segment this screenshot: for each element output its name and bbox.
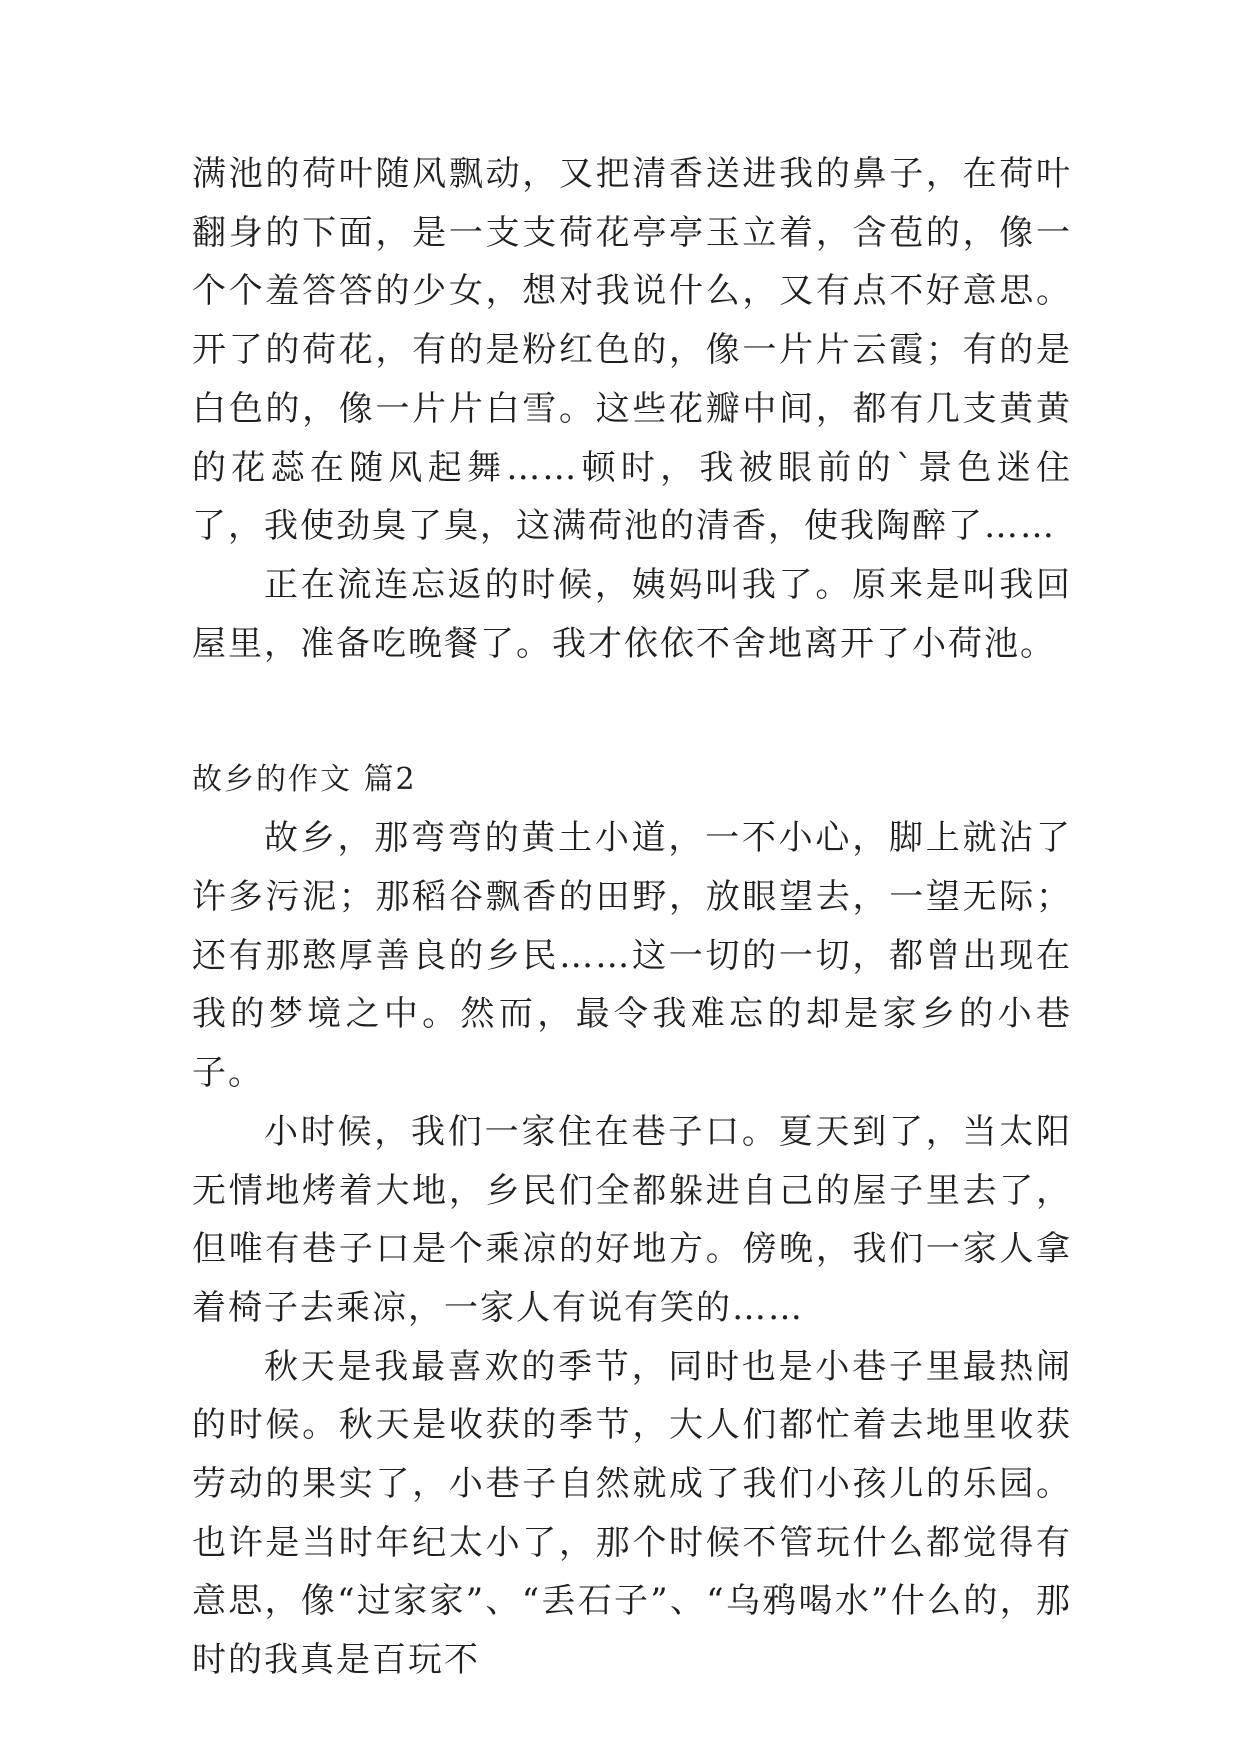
paragraph-hometown-intro: 故乡，那弯弯的黄土小道，一不小心，脚上就沾了许多污泥；那稻谷飘香的田野，放眼望去，一望无际；还有那憨厚善良的乡民……这一切的一切，都曾出现在我的梦境之中。然而，最令我难忘的却是家乡的小巷子。 bbox=[192, 818, 1072, 1094]
paragraph-lotus-pond: 满池的荷叶随风飘动，又把清香送进我的鼻子，在荷叶翻身的下面，是一支支荷花亭亭玉立着，含苞的，像一个个羞答答的少女，想对我说什么，又有点不好意思。开了的荷花，有的是粉红色的，像一片片云霞；有的是白色的，像一片片白雪。这些花瓣中间，都有几支黄黄的花蕊在随风起舞……顿时，我被眼前的`景色迷住了，我使劲臭了臭，这满荷池的清香，使我陶醉了…… bbox=[192, 154, 1072, 547]
paragraph-autumn: 秋天是我最喜欢的季节，同时也是小巷子里最热闹的时候。秋天是收获的季节，大人们都忙着去地里收获劳动的果实了，小巷子自然就成了我们小孩儿的乐园。也许是当时年纪太小了，那个时候不管玩什么都觉得有意思，像“过家家”、“丢石子”、“乌鸦喝水”什么的，那时的我真是百玩不 bbox=[192, 1346, 1072, 1681]
paragraph-leaving-pond: 正在流连忘返的时候，姨妈叫我了。原来是叫我回屋里，准备吃晚餐了。我才依依不舍地离开了小荷池。 bbox=[192, 564, 1072, 664]
document-page bbox=[192, 145, 1072, 1690]
section-heading: 故乡的作文 篇2 bbox=[192, 762, 417, 798]
paragraph-childhood-summer: 小时候，我们一家住在巷子口。夏天到了，当太阳无情地烤着大地，乡民们全都躲进自己的屋子里去了，但唯有巷子口是个乘凉的好地方。傍晚，我们一家人拿着椅子去乘凉，一家人有说有笑的…… bbox=[192, 1111, 1072, 1328]
